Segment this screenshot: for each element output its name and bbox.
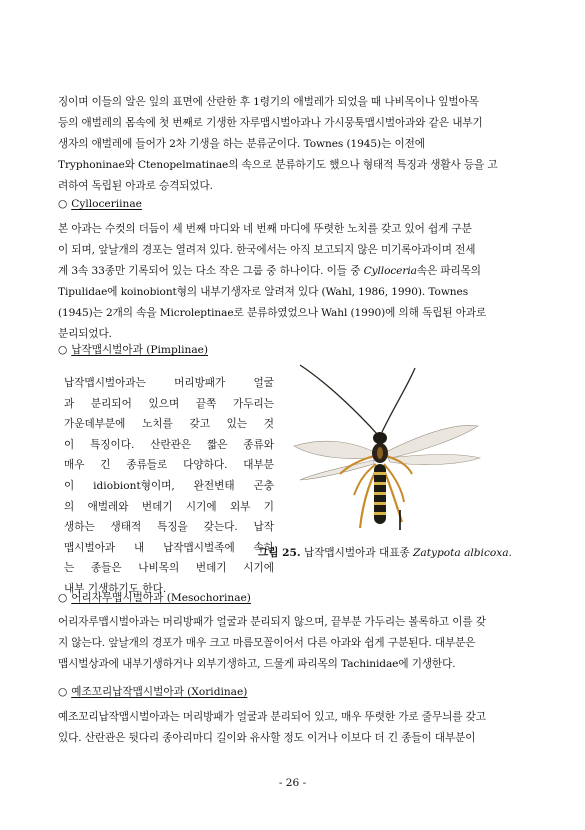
text-line: 어리자루맵시벌아과는 머리방패가 얼굴과 분리되지 않으며, 끝부분 가두리는 볼록하고 이를 갖 bbox=[58, 616, 486, 628]
mesochorinae-paragraph bbox=[58, 612, 534, 675]
section-heading-xoridinae bbox=[58, 685, 247, 699]
species-name: Zatypota albicoxa bbox=[413, 547, 509, 559]
text-line: (1945)는 2개의 속을 Microleptinae로 분류하였었으나 Wahl (1990)에 의해 독립된 아과로 bbox=[58, 307, 487, 319]
caption-end: . bbox=[508, 547, 512, 559]
text-line: 과 분리되어 있으며 끝쪽 가두리는 bbox=[64, 397, 274, 410]
cylloceriinae-paragraph bbox=[58, 219, 534, 345]
section-title: 납작맵시벌아과 (Pimplinae) bbox=[71, 344, 209, 356]
text-line: 의 애벌레와 번데기 시기에 외부 기 bbox=[64, 500, 274, 513]
pimplinae-paragraph bbox=[64, 373, 274, 600]
circle-bullet-icon: ○ bbox=[58, 344, 68, 356]
section-heading-mesochorinae bbox=[58, 591, 251, 605]
text-line: 이 특징이다. 산란관은 짧은 종류와 bbox=[64, 438, 274, 451]
genus-name: Cylloceria bbox=[363, 265, 417, 277]
text-line: 납작맵시벌아과는 머리방패가 얼굴 bbox=[64, 377, 274, 389]
ichneumon-wasp-icon bbox=[290, 360, 540, 540]
text-segment: 계 3속 33종만 기록되어 있는 다소 작은 그룹 중 하나이다. 이들 중 bbox=[58, 265, 364, 277]
text-line: 징이며 이들의 알은 잎의 표면에 산란한 후 1령기의 애벌레가 되었을 때 나비목이나 잎벌아목 bbox=[58, 96, 479, 108]
text-line: Tipulidae에 koinobiont형의 내부기생자로 알려져 있다 (Wahl, 1986, 1990). Townes bbox=[58, 286, 469, 298]
section-title: Cylloceriinae bbox=[71, 198, 142, 210]
text-line: 예조꼬리납작맵시벌아과는 머리방패가 얼굴과 분리되어 있고, 매우 뚜렷한 가로 줄무늬를 갖고 bbox=[58, 711, 486, 723]
text-line: 생자의 애벌레에 들어가 2차 기생을 하는 분류군이다. Townes (1945)는 이전에 bbox=[58, 138, 425, 150]
circle-bullet-icon: ○ bbox=[58, 198, 68, 210]
text-line: 생하는 생태적 특징을 갖는다. 납작 bbox=[64, 521, 274, 534]
text-line: 등의 애벌레의 몸속에 첫 번째로 기생한 자루맵시벌아과나 가시뭉툭맵시벌아과와 같은 내부기 bbox=[58, 117, 483, 129]
text-segment: 속은 파리목의 bbox=[416, 265, 481, 277]
text-line: 이 idiobiont형이며, 완전변태 곤충 bbox=[64, 479, 274, 492]
text-line: 본 아과는 수컷의 더듬이 세 번째 마디와 네 번째 마디에 뚜렷한 노치를 갖고 있어 쉽게 구분 bbox=[58, 223, 472, 235]
text-line: 매우 긴 종류들로 다양하다. 대부분 bbox=[64, 459, 274, 472]
text-line: 분리되었다. bbox=[58, 328, 112, 340]
figure-caption bbox=[258, 545, 512, 560]
text-line: 는 종들은 나비목의 번데기 시기에 bbox=[64, 562, 274, 575]
text-line: 려하여 독립된 아과로 승격되었다. bbox=[58, 180, 213, 192]
text-line: Tryphoninae와 Ctenopelmatinae의 속으로 분류하기도 했으나 형태적 특징과 생활사 등을 고 bbox=[58, 159, 498, 171]
section-title: 예조꼬리납작맵시벌아과 (Xoridinae) bbox=[71, 686, 248, 698]
text-line: 지 않는다. 앞날개의 경포가 매우 크고 마름모꼴이어서 다른 아과와 쉽게 구분된다. 대부분은 bbox=[58, 637, 476, 649]
section-title: 어리자루맵시벌아과 (Mesochorinae) bbox=[71, 592, 251, 604]
text-line: 이 되며, 앞날개의 경포는 열려져 있다. 한국에서는 아직 보고되지 않은 미기록아과이며 전세 bbox=[58, 244, 476, 256]
caption-text: 납작맵시벌아과 대표종 bbox=[303, 547, 410, 559]
text-line: 맵시벌상과에 내부기생하거나 외부기생하고, 드물게 파리목의 Tachinidae에 기생한다. bbox=[58, 658, 456, 670]
wasp-figure bbox=[290, 360, 540, 540]
xoridinae-paragraph bbox=[58, 707, 534, 749]
figure-label: 그림 25. bbox=[258, 547, 301, 559]
intro-paragraph bbox=[58, 92, 534, 197]
circle-bullet-icon: ○ bbox=[58, 592, 68, 604]
circle-bullet-icon: ○ bbox=[58, 686, 68, 698]
text-line: 내부 기생하기도 한다. bbox=[64, 582, 167, 595]
page-number: - 26 - bbox=[278, 777, 307, 789]
text-line: 맵시벌아과 내 납작맵시벌족에 속하 bbox=[64, 541, 274, 554]
text-line: 있다. 산란관은 뒷다리 종아리마디 길이와 유사할 정도 이거나 이보다 더 긴 종들이 대부분이 bbox=[58, 732, 476, 744]
text-line bbox=[58, 261, 534, 282]
section-heading-cylloceriinae bbox=[58, 197, 142, 211]
text-line: 가운데부분에 노치를 갖고 있는 것 bbox=[64, 418, 274, 431]
section-heading-pimplinae bbox=[58, 343, 208, 357]
